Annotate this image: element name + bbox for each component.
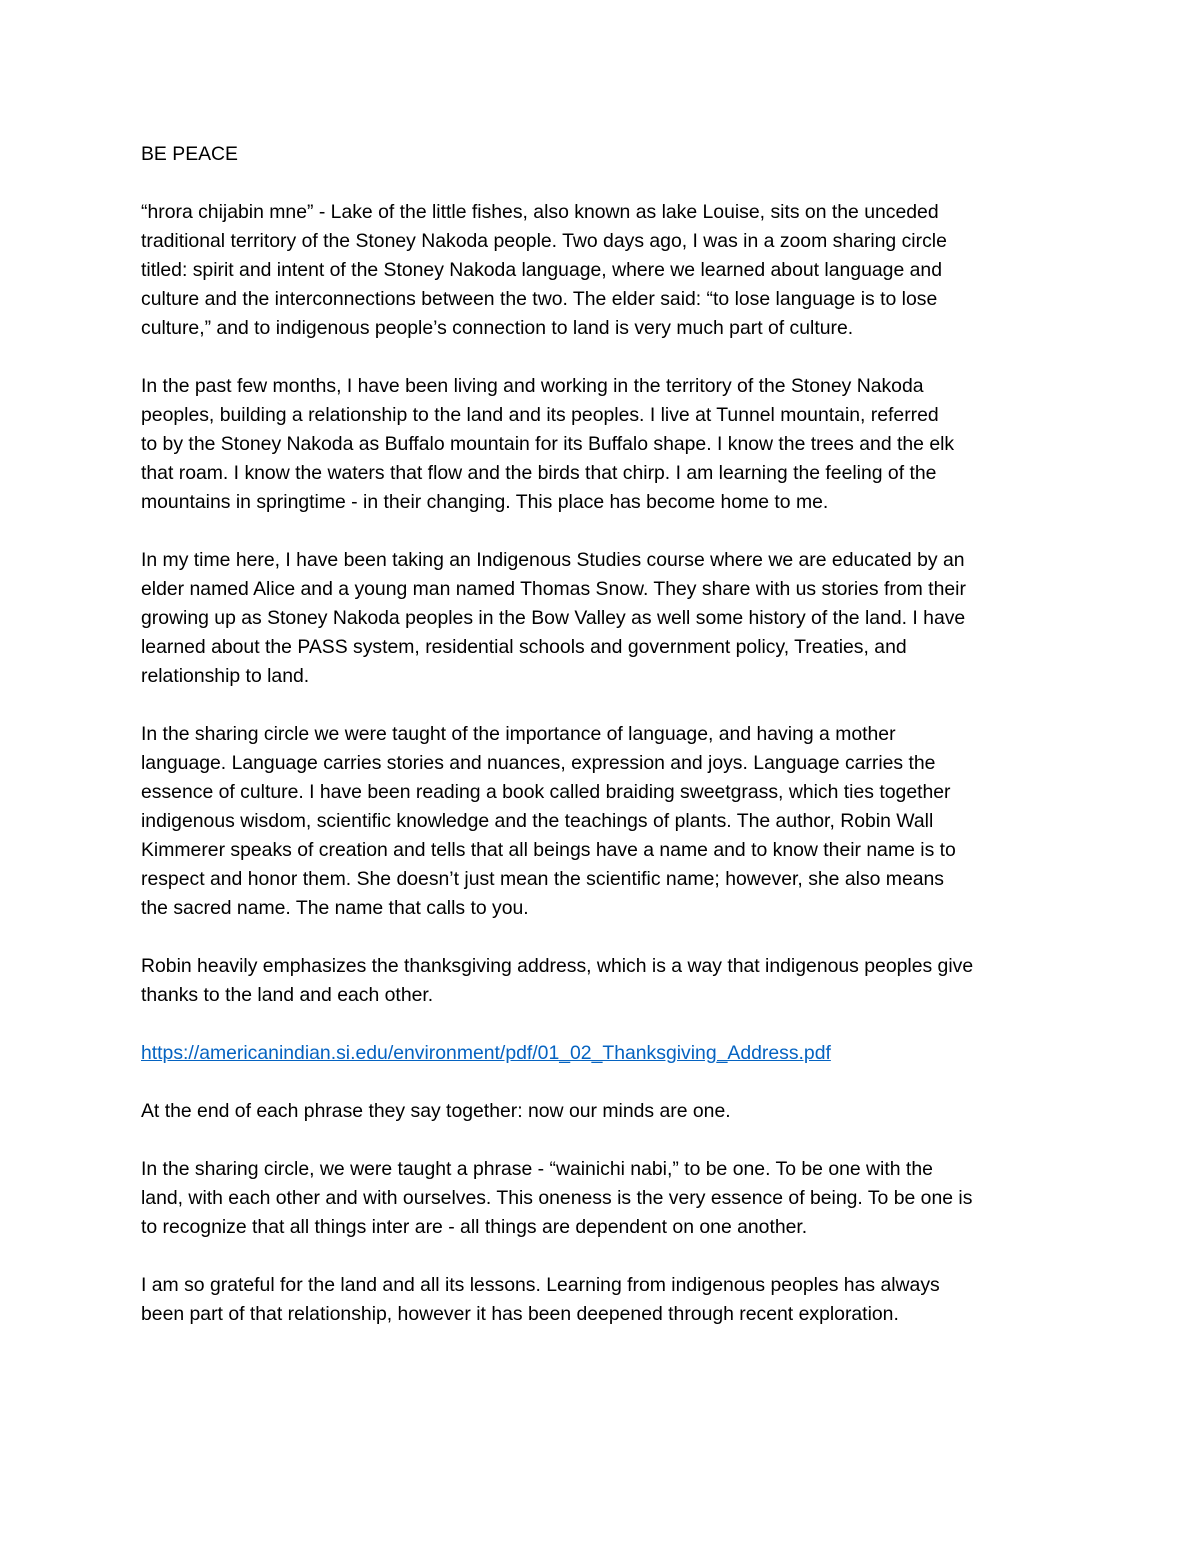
paragraph-line: that roam. I know the waters that flow and the birds that chirp. I am learning the feeling of the — [141, 462, 937, 484]
paragraph-line: thanks to the land and each other. — [141, 984, 434, 1006]
paragraph-1 — [141, 198, 1061, 343]
paragraph-line: Robin heavily emphasizes the thanksgiving address, which is a way that indigenous peoples give — [141, 955, 974, 977]
paragraph-line: the sacred name. The name that calls to you. — [141, 897, 529, 919]
paragraph-line: been part of that relationship, however it has been deepened through recent exploration. — [141, 1303, 899, 1325]
paragraph-line: In the sharing circle, we were taught a phrase - “wainichi nabi,” to be one. To be one with the — [141, 1158, 933, 1180]
paragraph-line: to by the Stoney Nakoda as Buffalo mountain for its Buffalo shape. I know the trees and the elk — [141, 433, 955, 455]
paragraph-line: land, with each other and with ourselves. This oneness is the very essence of being. To be one is — [141, 1187, 973, 1209]
paragraph-line: to recognize that all things inter are - all things are dependent on one another. — [141, 1216, 808, 1238]
paragraph-7 — [141, 1155, 1061, 1242]
paragraph-line: essence of culture. I have been reading a book called braiding sweetgrass, which ties together — [141, 781, 951, 803]
link-paragraph — [141, 1039, 1061, 1068]
paragraph-3 — [141, 546, 1061, 691]
paragraph-line: relationship to land. — [141, 665, 310, 687]
paragraph-line: traditional territory of the Stoney Nakoda people. Two days ago, I was in a zoom sharing circle — [141, 230, 947, 252]
title-text: BE PEACE — [141, 143, 238, 165]
paragraph-line: In the past few months, I have been living and working in the territory of the Stoney Nakoda — [141, 375, 924, 397]
paragraph-line: growing up as Stoney Nakoda peoples in the Bow Valley as well some history of the land. I have — [141, 607, 966, 629]
paragraph-line: indigenous wisdom, scientific knowledge and the teachings of plants. The author, Robin Wall — [141, 810, 934, 832]
paragraph-4 — [141, 720, 1061, 923]
paragraph-line: learned about the PASS system, residential schools and government policy, Treaties, and — [141, 636, 907, 658]
paragraph-line: language. Language carries stories and nuances, expression and joys. Language carries the — [141, 752, 936, 774]
paragraph-6 — [141, 1097, 1061, 1126]
paragraph-line: I am so grateful for the land and all its lessons. Learning from indigenous peoples has always — [141, 1274, 940, 1296]
paragraph-2 — [141, 372, 1061, 517]
paragraph-line: peoples, building a relationship to the land and its peoples. I live at Tunnel mountain, referred — [141, 404, 939, 426]
paragraph-line: At the end of each phrase they say together: now our minds are one. — [141, 1100, 731, 1122]
paragraph-5 — [141, 952, 1061, 1010]
paragraph-line: elder named Alice and a young man named Thomas Snow. They share with us stories from their — [141, 578, 966, 600]
paragraph-line: respect and honor them. She doesn’t just mean the scientific name; however, she also means — [141, 868, 945, 890]
paragraph-line: Kimmerer speaks of creation and tells that all beings have a name and to know their name is to — [141, 839, 956, 861]
paragraph-line: “hrora chijabin mne” - Lake of the little fishes, also known as lake Louise, sits on the unceded — [141, 201, 939, 223]
document-title — [141, 140, 1061, 169]
paragraph-line: mountains in springtime - in their changing. This place has become home to me. — [141, 491, 829, 513]
paragraph-line: culture and the interconnections between the two. The elder said: “to lose language is to lose — [141, 288, 938, 310]
paragraph-line: In my time here, I have been taking an Indigenous Studies course where we are educated by an — [141, 549, 965, 571]
document-body — [141, 140, 1061, 1358]
paragraph-line: culture,” and to indigenous people’s connection to land is very much part of culture. — [141, 317, 854, 339]
paragraph-8 — [141, 1271, 1061, 1329]
thanksgiving-address-link[interactable]: https://americanindian.si.edu/environment/pdf/01_02_Thanksgiving_Address.pdf — [141, 1042, 831, 1064]
paragraph-line: titled: spirit and intent of the Stoney Nakoda language, where we learned about language and — [141, 259, 942, 281]
paragraph-line: In the sharing circle we were taught of the importance of language, and having a mother — [141, 723, 896, 745]
